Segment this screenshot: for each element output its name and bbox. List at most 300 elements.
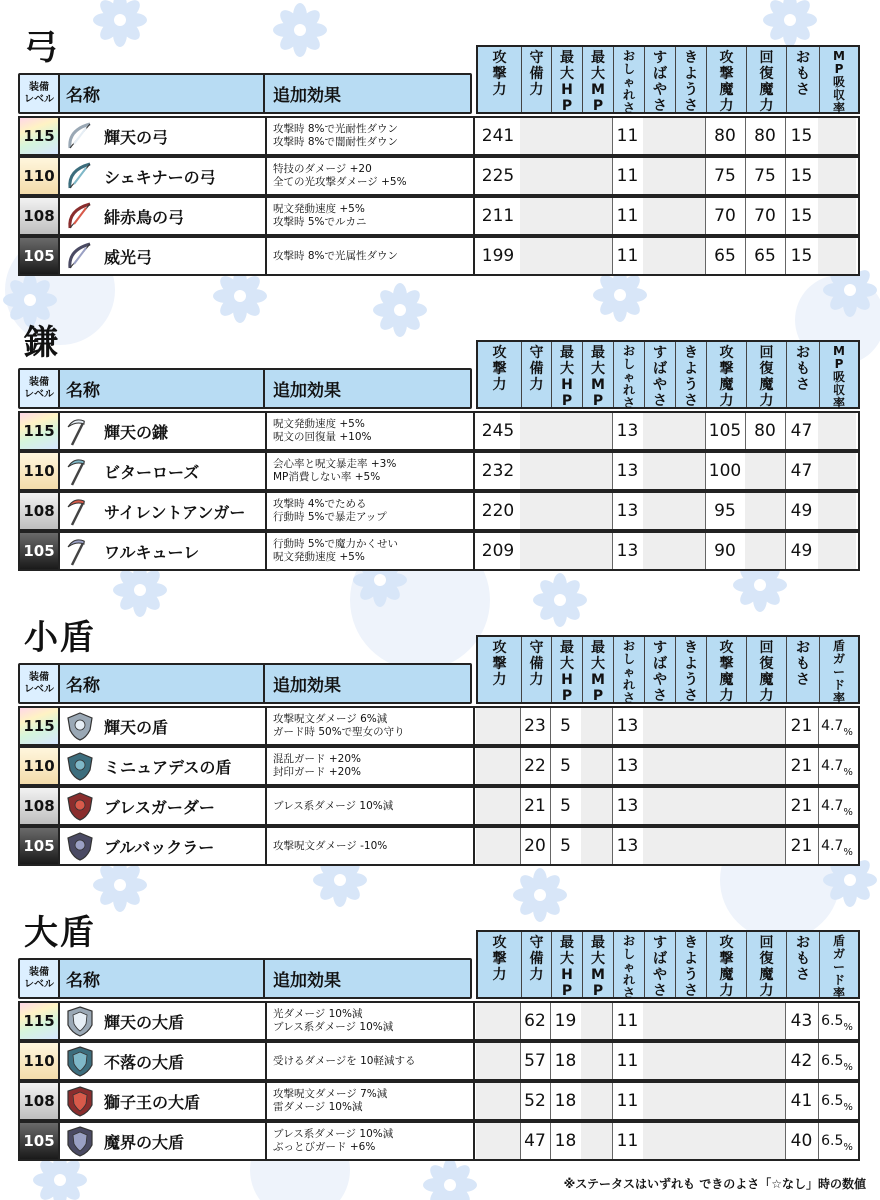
- item-name: 輝天の弓: [104, 127, 169, 147]
- stat-header: 攻 撃 力: [478, 932, 522, 997]
- table-row: [18, 1081, 860, 1121]
- stat-cell: [674, 198, 706, 234]
- stat-cell: [745, 1003, 786, 1039]
- stat-cell: 15: [785, 198, 819, 234]
- stat-cell: 5: [550, 708, 582, 744]
- header-name: 名称: [60, 75, 265, 112]
- stat-cell: 95: [705, 493, 746, 529]
- stat-cell: [520, 533, 551, 569]
- stat-header: す ば や さ: [645, 342, 676, 407]
- stat-cell: [745, 828, 786, 864]
- table-row: [18, 706, 860, 746]
- stat-cell: 75: [705, 158, 746, 194]
- stat-cell: [643, 1083, 675, 1119]
- equip-level: 115: [20, 118, 60, 154]
- stat-header: き よ う さ: [676, 342, 707, 407]
- stat-header: 最 大 M P: [583, 47, 614, 112]
- stat-header: 盾 ガ ー ド 率: [832, 639, 845, 705]
- stat-header: M P 吸 収 率: [832, 49, 845, 115]
- stat-cell: 13: [612, 828, 644, 864]
- stat-cell: [476, 828, 521, 864]
- table-body: [18, 116, 860, 278]
- stat-cell: [643, 533, 675, 569]
- equip-level: 110: [20, 748, 60, 784]
- stat-cell: 20: [520, 828, 551, 864]
- section-title: 大盾: [24, 913, 96, 953]
- table-header: [18, 663, 472, 704]
- section-scythe: [0, 301, 880, 577]
- stat-header: お も さ: [787, 637, 820, 702]
- item-name: 不落の大盾: [104, 1052, 185, 1072]
- stat-cell: [818, 453, 856, 489]
- stat-header: 回 復 魔 力: [747, 637, 787, 702]
- stat-cell: [643, 1123, 675, 1159]
- stat-cell: [581, 158, 613, 194]
- stat-cell: [674, 118, 706, 154]
- stat-header: M P 吸 収 率: [832, 344, 845, 410]
- item-name: ブレスガーダー: [104, 797, 215, 817]
- stat-cell: [581, 1083, 613, 1119]
- item-effect: 呪文発動速度 +5% 攻撃時 5%でルカニ: [265, 198, 475, 234]
- stat-header: 回 復 魔 力: [747, 47, 787, 112]
- bow-icon: [64, 160, 96, 192]
- stat-header: 守 備 力: [522, 342, 552, 407]
- stat-cell: [550, 413, 582, 449]
- stat-cell: [581, 413, 613, 449]
- stat-cell: [520, 198, 551, 234]
- stat-cell: 11: [612, 198, 644, 234]
- header-effect: 追加効果: [273, 676, 341, 696]
- stat-header: す ば や さ: [645, 637, 676, 702]
- stat-cell: [520, 413, 551, 449]
- stats-header: [476, 635, 860, 704]
- stat-cell: 11: [612, 238, 644, 274]
- stat-cell: [581, 748, 613, 784]
- table-body: [18, 411, 860, 573]
- item-effect: 攻撃呪文ダメージ 7%減 雷ダメージ 10%減: [265, 1083, 475, 1119]
- stat-cell: 57: [520, 1043, 551, 1079]
- stat-cell: 211: [476, 198, 521, 234]
- item-effect: 攻撃時 4%でためる 行動時 5%で暴走アップ: [265, 493, 475, 529]
- stat-header: 攻 撃 魔 力: [707, 47, 747, 112]
- stat-cell: 241: [476, 118, 521, 154]
- stat-cell: [520, 238, 551, 274]
- stat-cell: 43: [785, 1003, 819, 1039]
- stat-cell: 11: [612, 1083, 644, 1119]
- stat-header: お し ゃ れ さ: [614, 637, 645, 702]
- item-effect: 攻撃呪文ダメージ -10%: [265, 828, 475, 864]
- stat-header: き よ う さ: [676, 637, 707, 702]
- stat-header: 最 大 M P: [583, 637, 614, 702]
- stat-cell: 21: [785, 788, 819, 824]
- stat-cell: [674, 1123, 706, 1159]
- stat-cell: 209: [476, 533, 521, 569]
- header-level: 装備 レベル: [20, 370, 60, 407]
- stat-header: 守 備 力: [522, 47, 552, 112]
- item-name: シェキナーの弓: [104, 167, 216, 187]
- equip-level: 115: [20, 1003, 60, 1039]
- stat-cell: 65: [705, 238, 746, 274]
- item-effect: 呪文発動速度 +5% 呪文の回復量 +10%: [265, 413, 475, 449]
- stat-cell: 18: [550, 1043, 582, 1079]
- stat-cell: [745, 493, 786, 529]
- table-row: [18, 746, 860, 786]
- stat-cell: [674, 788, 706, 824]
- stat-cell: [550, 453, 582, 489]
- stat-cell: 11: [612, 1123, 644, 1159]
- stat-header: 攻 撃 力: [478, 47, 522, 112]
- stat-cell: [818, 533, 856, 569]
- stat-header: 守 備 力: [522, 932, 552, 997]
- stat-header: き よ う さ: [676, 47, 707, 112]
- stat-cell: [520, 493, 551, 529]
- bow-icon: [64, 240, 96, 272]
- stat-cell: [705, 788, 746, 824]
- stat-header: 攻 撃 魔 力: [707, 342, 747, 407]
- table-header: [18, 368, 472, 409]
- equip-level: 108: [20, 1083, 60, 1119]
- stat-cell: [674, 1043, 706, 1079]
- equip-level: 110: [20, 453, 60, 489]
- stat-cell: [705, 1003, 746, 1039]
- stat-cell: [745, 1123, 786, 1159]
- table-row: [18, 531, 860, 571]
- stat-cell: 47: [785, 453, 819, 489]
- stat-cell: 6.5 %: [821, 1013, 853, 1033]
- stat-cell: 245: [476, 413, 521, 449]
- item-effect: 会心率と呪文暴走率 +3% MP消費しない率 +5%: [265, 453, 475, 489]
- bigshield-icon: [64, 1125, 96, 1157]
- section-title: 弓: [24, 28, 60, 68]
- stat-cell: [581, 1043, 613, 1079]
- item-name: 輝天の鎌: [104, 422, 169, 442]
- stat-cell: [643, 788, 675, 824]
- table-row: [18, 451, 860, 491]
- stat-cell: 13: [612, 748, 644, 784]
- stat-cell: [550, 118, 582, 154]
- stat-cell: [550, 158, 582, 194]
- stat-cell: [674, 748, 706, 784]
- stat-cell: 18: [550, 1123, 582, 1159]
- stat-cell: 22: [520, 748, 551, 784]
- stat-cell: [745, 453, 786, 489]
- equip-level: 110: [20, 1043, 60, 1079]
- stat-header: 回 復 魔 力: [747, 932, 787, 997]
- stat-header: お も さ: [787, 932, 820, 997]
- section-bigshield: [0, 891, 880, 1167]
- equip-level: 105: [20, 1123, 60, 1159]
- stat-cell: [818, 118, 856, 154]
- stat-cell: [818, 198, 856, 234]
- stat-cell: 21: [785, 828, 819, 864]
- equip-level: 105: [20, 238, 60, 274]
- header-level: 装備 レベル: [20, 960, 60, 997]
- stat-header: 攻 撃 力: [478, 342, 522, 407]
- stat-cell: 80: [745, 118, 786, 154]
- stat-header: 最 大 H P: [552, 47, 583, 112]
- stat-cell: 6.5 %: [821, 1093, 853, 1113]
- item-effect: 受けるダメージを 10軽減する: [265, 1043, 475, 1079]
- stat-cell: 6.5 %: [821, 1053, 853, 1073]
- stat-cell: 41: [785, 1083, 819, 1119]
- stat-cell: 21: [785, 708, 819, 744]
- stat-cell: [674, 708, 706, 744]
- equip-level: 105: [20, 828, 60, 864]
- item-name: 輝天の大盾: [104, 1012, 185, 1032]
- stat-cell: [818, 158, 856, 194]
- stat-cell: [550, 533, 582, 569]
- stat-cell: 23: [520, 708, 551, 744]
- table-header: [18, 73, 472, 114]
- stat-cell: [674, 453, 706, 489]
- table-body: [18, 1001, 860, 1163]
- stat-cell: 65: [745, 238, 786, 274]
- stat-cell: [674, 1003, 706, 1039]
- scythe-icon: [64, 495, 96, 527]
- shield-icon: [64, 750, 96, 782]
- stat-cell: [581, 1003, 613, 1039]
- table-row: [18, 196, 860, 236]
- table-row: [18, 1001, 860, 1041]
- stat-cell: [581, 493, 613, 529]
- header-name: 名称: [60, 370, 265, 407]
- stat-cell: 18: [550, 1083, 582, 1119]
- stat-cell: 19: [550, 1003, 582, 1039]
- stat-cell: [643, 708, 675, 744]
- stat-cell: [643, 238, 675, 274]
- item-effect: 光ダメージ 10%減 ブレス系ダメージ 10%減: [265, 1003, 475, 1039]
- stat-header: 守 備 力: [522, 637, 552, 702]
- stat-cell: 13: [612, 708, 644, 744]
- stat-cell: [581, 788, 613, 824]
- stat-header: 攻 撃 力: [478, 637, 522, 702]
- stat-cell: [476, 788, 521, 824]
- stat-cell: [818, 493, 856, 529]
- stat-cell: 6.5 %: [821, 1133, 853, 1153]
- stat-cell: [674, 533, 706, 569]
- stat-cell: [674, 828, 706, 864]
- stat-cell: 13: [612, 533, 644, 569]
- stat-header: き よ う さ: [676, 932, 707, 997]
- stat-cell: [643, 828, 675, 864]
- stat-cell: [581, 533, 613, 569]
- item-effect: 行動時 5%で魔力かくせい 呪文発動速度 +5%: [265, 533, 475, 569]
- stat-header: お も さ: [787, 342, 820, 407]
- stat-cell: 47: [785, 413, 819, 449]
- stat-cell: 70: [705, 198, 746, 234]
- item-effect: 攻撃呪文ダメージ 6%減 ガード時 50%で聖女の守り: [265, 708, 475, 744]
- stat-cell: [643, 118, 675, 154]
- stat-cell: 49: [785, 493, 819, 529]
- stat-cell: 100: [705, 453, 746, 489]
- item-name: 獅子王の大盾: [104, 1092, 201, 1112]
- section-shield: [0, 596, 880, 872]
- stat-cell: 220: [476, 493, 521, 529]
- stat-cell: [818, 238, 856, 274]
- section-title: 鎌: [24, 323, 60, 363]
- stat-cell: 80: [705, 118, 746, 154]
- stat-cell: 11: [612, 118, 644, 154]
- item-name: サイレントアンガー: [104, 502, 246, 522]
- stat-cell: [705, 748, 746, 784]
- item-name: 魔界の大盾: [104, 1132, 185, 1152]
- stat-cell: 13: [612, 788, 644, 824]
- stat-cell: 5: [550, 748, 582, 784]
- stat-cell: 13: [612, 413, 644, 449]
- stat-cell: 11: [612, 158, 644, 194]
- stat-header: お し ゃ れ さ: [614, 932, 645, 997]
- stat-cell: [476, 708, 521, 744]
- item-effect: 特技のダメージ +20 全ての光攻撃ダメージ +5%: [265, 158, 475, 194]
- stat-cell: [550, 198, 582, 234]
- item-name: 威光弓: [104, 247, 153, 267]
- header-effect: 追加効果: [273, 381, 341, 401]
- shield-icon: [64, 710, 96, 742]
- stat-cell: [550, 238, 582, 274]
- stat-cell: 13: [612, 453, 644, 489]
- stat-cell: 4.7 %: [821, 798, 853, 818]
- stat-cell: [643, 1003, 675, 1039]
- bow-icon: [64, 200, 96, 232]
- stat-cell: [581, 828, 613, 864]
- item-effect: 混乱ガード +20% 封印ガード +20%: [265, 748, 475, 784]
- stat-cell: 4.7 %: [821, 718, 853, 738]
- stat-cell: [476, 1003, 521, 1039]
- equip-level: 108: [20, 198, 60, 234]
- stat-cell: [674, 238, 706, 274]
- stat-cell: [674, 1083, 706, 1119]
- stat-cell: 199: [476, 238, 521, 274]
- stat-cell: [705, 1083, 746, 1119]
- equip-level: 115: [20, 413, 60, 449]
- stat-cell: [581, 118, 613, 154]
- stat-header: 最 大 H P: [552, 342, 583, 407]
- header-effect: 追加効果: [273, 86, 341, 106]
- scythe-icon: [64, 455, 96, 487]
- stat-cell: 49: [785, 533, 819, 569]
- stat-cell: [745, 1043, 786, 1079]
- stat-cell: [705, 1043, 746, 1079]
- stat-cell: 232: [476, 453, 521, 489]
- item-name: 輝天の盾: [104, 717, 169, 737]
- stat-cell: [643, 453, 675, 489]
- stat-cell: 11: [612, 1043, 644, 1079]
- table-row: [18, 1041, 860, 1081]
- equip-level: 108: [20, 788, 60, 824]
- stat-cell: [581, 453, 613, 489]
- stat-cell: 105: [705, 413, 746, 449]
- item-name: ブルバックラー: [104, 837, 215, 857]
- stat-cell: [476, 1123, 521, 1159]
- table-row: [18, 236, 860, 276]
- table-row: [18, 156, 860, 196]
- section-bow: [0, 6, 880, 282]
- stat-cell: 80: [745, 413, 786, 449]
- table-body: [18, 706, 860, 868]
- stat-cell: [674, 493, 706, 529]
- stat-header: 回 復 魔 力: [747, 342, 787, 407]
- stat-cell: [705, 1123, 746, 1159]
- stat-cell: [643, 413, 675, 449]
- table-row: [18, 1121, 860, 1161]
- header-level: 装備 レベル: [20, 665, 60, 702]
- stat-cell: 21: [785, 748, 819, 784]
- table-row: [18, 491, 860, 531]
- equip-level: 115: [20, 708, 60, 744]
- table-row: [18, 116, 860, 156]
- stat-header: す ば や さ: [645, 932, 676, 997]
- bigshield-icon: [64, 1085, 96, 1117]
- stat-cell: [550, 493, 582, 529]
- stat-cell: [581, 708, 613, 744]
- stat-cell: 21: [520, 788, 551, 824]
- item-name: ビターローズ: [104, 462, 200, 482]
- stat-cell: 40: [785, 1123, 819, 1159]
- stat-cell: [674, 158, 706, 194]
- stat-header: 攻 撃 魔 力: [707, 637, 747, 702]
- stat-cell: [745, 788, 786, 824]
- stat-cell: [643, 748, 675, 784]
- stat-cell: 4.7 %: [821, 838, 853, 858]
- stat-cell: [520, 158, 551, 194]
- item-name: 緋赤鳥の弓: [104, 207, 185, 227]
- stat-cell: [643, 158, 675, 194]
- stat-header: お も さ: [787, 47, 820, 112]
- stat-cell: [476, 1083, 521, 1119]
- stat-cell: [705, 828, 746, 864]
- stat-header: 最 大 M P: [583, 342, 614, 407]
- stat-cell: 11: [612, 1003, 644, 1039]
- scythe-icon: [64, 415, 96, 447]
- stat-cell: 15: [785, 238, 819, 274]
- bow-icon: [64, 120, 96, 152]
- stat-cell: [745, 708, 786, 744]
- stat-header: 盾 ガ ー ド 率: [832, 934, 845, 1000]
- stat-cell: [581, 238, 613, 274]
- item-name: ミニュアデスの盾: [104, 757, 232, 777]
- stat-cell: [643, 493, 675, 529]
- bigshield-icon: [64, 1045, 96, 1077]
- stat-cell: 225: [476, 158, 521, 194]
- stat-cell: [476, 1043, 521, 1079]
- stat-header: 最 大 H P: [552, 932, 583, 997]
- stats-header: [476, 340, 860, 409]
- stat-cell: 62: [520, 1003, 551, 1039]
- stat-cell: 75: [745, 158, 786, 194]
- stat-header: す ば や さ: [645, 47, 676, 112]
- stat-cell: [520, 118, 551, 154]
- stats-header: [476, 930, 860, 999]
- item-name: ワルキューレ: [104, 542, 200, 562]
- stat-cell: [581, 1123, 613, 1159]
- stat-header: 最 大 M P: [583, 932, 614, 997]
- item-effect: 攻撃時 8%で光属性ダウン: [265, 238, 475, 274]
- stat-cell: [818, 413, 856, 449]
- item-effect: ブレス系ダメージ 10%減: [265, 788, 475, 824]
- stat-cell: 42: [785, 1043, 819, 1079]
- stat-header: お し ゃ れ さ: [614, 47, 645, 112]
- stat-cell: 52: [520, 1083, 551, 1119]
- scythe-icon: [64, 535, 96, 567]
- table-header: [18, 958, 472, 999]
- stat-header: お し ゃ れ さ: [614, 342, 645, 407]
- header-effect: 追加効果: [273, 971, 341, 991]
- stats-header: [476, 45, 860, 114]
- table-row: [18, 826, 860, 866]
- stat-cell: 15: [785, 158, 819, 194]
- stat-cell: [643, 198, 675, 234]
- footnote: ※ステータスはいずれも できのよさ「☆なし」時の数値: [563, 1177, 866, 1191]
